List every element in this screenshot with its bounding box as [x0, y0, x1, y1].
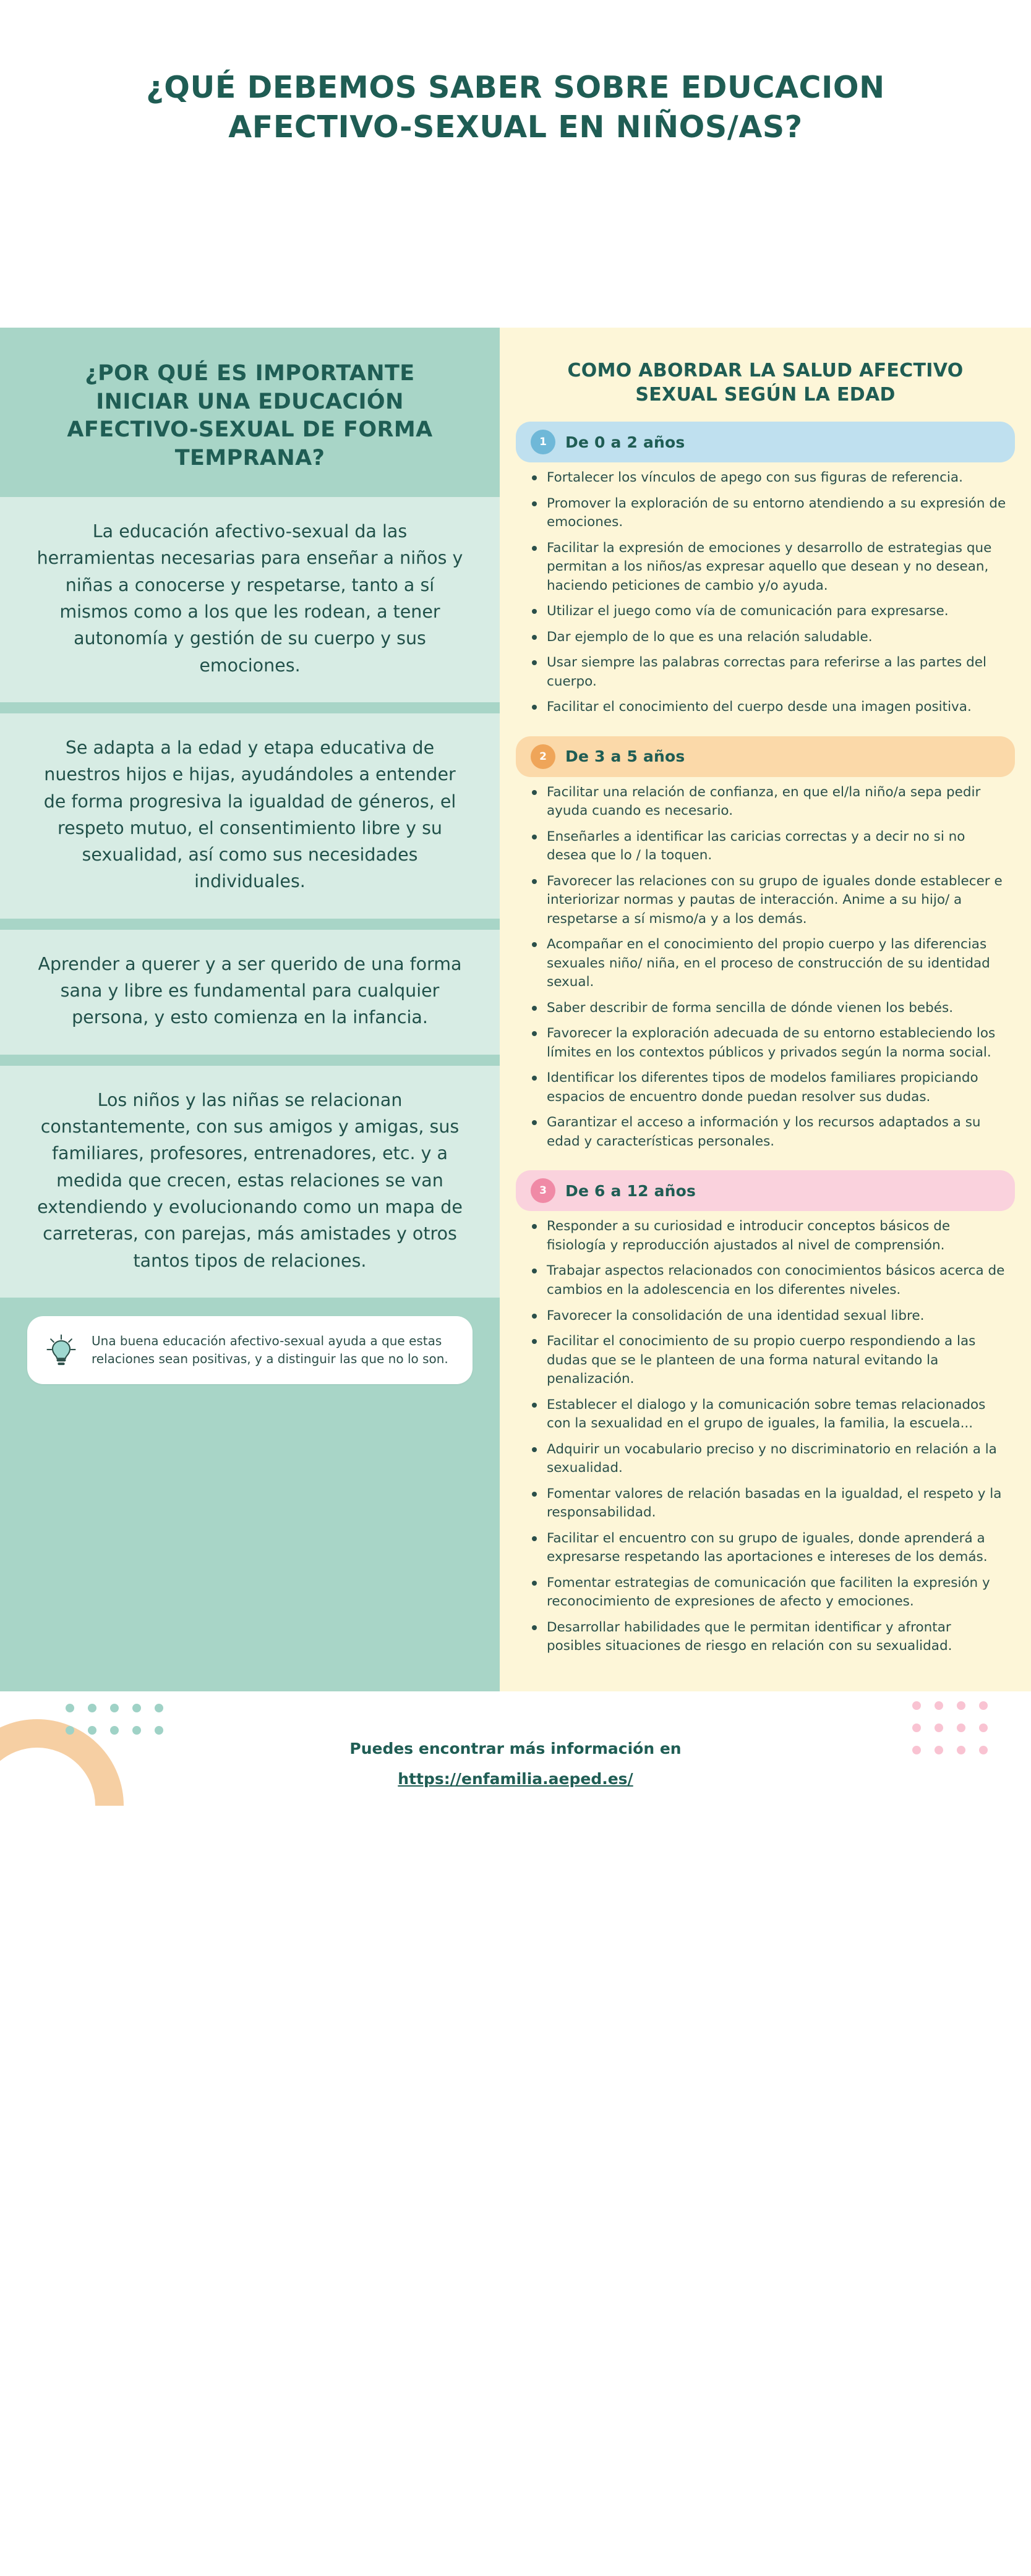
list-item: Fomentar estrategias de comunicación que faciliten la expresión y reconocimiento de expresiones de afecto y emociones. — [544, 1574, 1009, 1612]
age-group-body — [500, 1217, 1031, 1668]
age-group-number: 2 — [531, 744, 555, 769]
age-group-list — [528, 469, 1009, 717]
list-item: Facilitar el encuentro con su grupo de iguales, donde aprenderá a expresarse respetando las aportaciones e intereses de los demás. — [544, 1529, 1009, 1567]
age-group-label: De 0 a 2 años — [565, 433, 685, 451]
tip-callout — [27, 1316, 473, 1384]
left-column-title: ¿POR QUÉ ES IMPORTANTE INICIAR UNA EDUCACIÓN AFECTIVO-SEXUAL DE FORMA TEMPRANA? — [67, 361, 433, 470]
left-paragraph: Se adapta a la edad y etapa educativa de nuestros hijos e hijas, ayudándoles a entender de forma progresiva la igualdad de géneros, el respeto mutuo, el consentimiento libre y su sexualidad, así como sus necesidades individuales. — [0, 713, 500, 919]
list-item: Garantizar el acceso a información y los recursos adaptados a su edad y características personales. — [544, 1113, 1009, 1151]
footer — [0, 1691, 1031, 1843]
list-item: Enseñarles a identificar las caricias correctas y a decir no si no desea que lo / la toquen. — [544, 828, 1009, 865]
age-group-list — [528, 1217, 1009, 1656]
list-item: Utilizar el juego como vía de comunicación para expresarse. — [544, 602, 1009, 621]
list-item: Favorecer las relaciones con su grupo de iguales donde establecer e interiorizar normas y pautas de interacción. Anime a su hijo/ a respetarse a sí mismo/a y a los demás. — [544, 872, 1009, 929]
list-item: Trabajar aspectos relacionados con conocimientos básicos acerca de cambios en la adolescencia en los diferentes niveles. — [544, 1262, 1009, 1299]
left-paragraph: Aprender a querer y a ser querido de una forma sana y libre es fundamental para cualquier persona, y esto comienza en la infancia. — [0, 930, 500, 1055]
age-group-body — [500, 783, 1031, 1165]
list-item: Identificar los diferentes tipos de modelos familiares propiciando espacios de encuentro donde puedan resolver sus dudas. — [544, 1069, 1009, 1107]
page-title: ¿QUÉ DEBEMOS SABER SOBRE EDUCACION AFECTIVO-SEXUAL EN NIÑOS/AS? — [146, 70, 885, 145]
age-group-header — [516, 422, 1015, 462]
list-item: Desarrollar habilidades que le permitan identificar y afrontar posibles situaciones de riesgo en relación con su sexualidad. — [544, 1618, 1009, 1656]
right-column-title: COMO ABORDAR LA SALUD AFECTIVO SEXUAL SEGÚN LA EDAD — [567, 360, 964, 406]
footer-link[interactable]: https://enfamilia.aeped.es/ — [398, 1769, 633, 1788]
list-item: Facilitar el conocimiento de su propio cuerpo respondiendo a las dudas que se le planteen de una forma natural evitando la penalización. — [544, 1332, 1009, 1389]
age-group-header — [516, 736, 1015, 777]
list-item: Responder a su curiosidad e introducir conceptos básicos de fisiología y reproducción ajustados al nivel de comprensión. — [544, 1217, 1009, 1255]
list-item: Establecer el dialogo y la comunicación sobre temas relacionados con la sexualidad en el grupo de iguales, la familia, la escuela... — [544, 1396, 1009, 1434]
list-item: Facilitar una relación de confianza, en que el/la niño/a sepa pedir ayuda cuando es necesario. — [544, 783, 1009, 821]
footer-text: Puedes encontrar más información en — [349, 1739, 682, 1758]
list-item: Facilitar el conocimiento del cuerpo desde una imagen positiva. — [544, 698, 1009, 717]
age-group-label: De 6 a 12 años — [565, 1181, 696, 1200]
tip-callout-text: Una buena educación afectivo-sexual ayuda a que estas relaciones sean positivas, y a distinguir las que no lo son. — [92, 1333, 448, 1366]
header — [0, 0, 1031, 328]
age-group-number: 3 — [531, 1178, 555, 1203]
age-group-body — [500, 469, 1031, 730]
age-group-number: 1 — [531, 430, 555, 454]
ring-shape-bottom-left-mask — [0, 1806, 124, 1892]
list-item: Fomentar valores de relación basadas en la igualdad, el respeto y la responsabilidad. — [544, 1485, 1009, 1523]
age-group-block — [500, 1170, 1031, 1668]
age-group-list — [528, 783, 1009, 1152]
left-column — [0, 328, 500, 1691]
list-item: Favorecer la exploración adecuada de su entorno estableciendo los límites en los contextos públicos y privados según la norma social. — [544, 1024, 1009, 1062]
list-item: Usar siempre las palabras correctas para referirse a las partes del cuerpo. — [544, 653, 1009, 691]
lightbulb-icon — [41, 1330, 82, 1371]
left-paragraph: Los niños y las niñas se relacionan constantemente, con sus amigos y amigas, sus familiares, profesores, entrenadores, etc. y a medida que crecen, estas relaciones se van extendiendo y evolucionando como un mapa de carreteras, con parejas, más amistades y otros tantos tipos de relaciones. — [0, 1066, 500, 1298]
age-group-block — [500, 422, 1031, 730]
list-item: Dar ejemplo de lo que es una relación saludable. — [544, 628, 1009, 647]
list-item: Saber describir de forma sencilla de dónde vienen los bebés. — [544, 999, 1009, 1018]
list-item: Facilitar la expresión de emociones y desarrollo de estrategias que permitan a los niños/as expresar aquello que desean y no desean, haciendo peticiones de cambio y/o ayuda. — [544, 539, 1009, 596]
list-item: Promover la exploración de su entorno atendiendo a su expresión de emociones. — [544, 495, 1009, 532]
list-item: Favorecer la consolidación de una identidad sexual libre. — [544, 1307, 1009, 1326]
age-group-block — [500, 736, 1031, 1165]
age-group-label: De 3 a 5 años — [565, 747, 685, 766]
list-item: Acompañar en el conocimiento del propio cuerpo y las diferencias sexuales niño/ niña, en el proceso de construcción de su identidad sexual. — [544, 935, 1009, 992]
content-columns — [0, 328, 1031, 1691]
list-item: Fortalecer los vínculos de apego con sus figuras de referencia. — [544, 469, 1009, 488]
right-column — [500, 328, 1031, 1691]
list-item: Adquirir un vocabulario preciso y no discriminatorio en relación a la sexualidad. — [544, 1440, 1009, 1478]
age-group-header — [516, 1170, 1015, 1211]
left-paragraph: La educación afectivo-sexual da las herramientas necesarias para enseñar a niños y niñas a conocerse y respetarse, tanto a sí mismos como a los que les rodean, a tener autonomía y gestión de su cuerpo y sus emociones. — [0, 497, 500, 702]
